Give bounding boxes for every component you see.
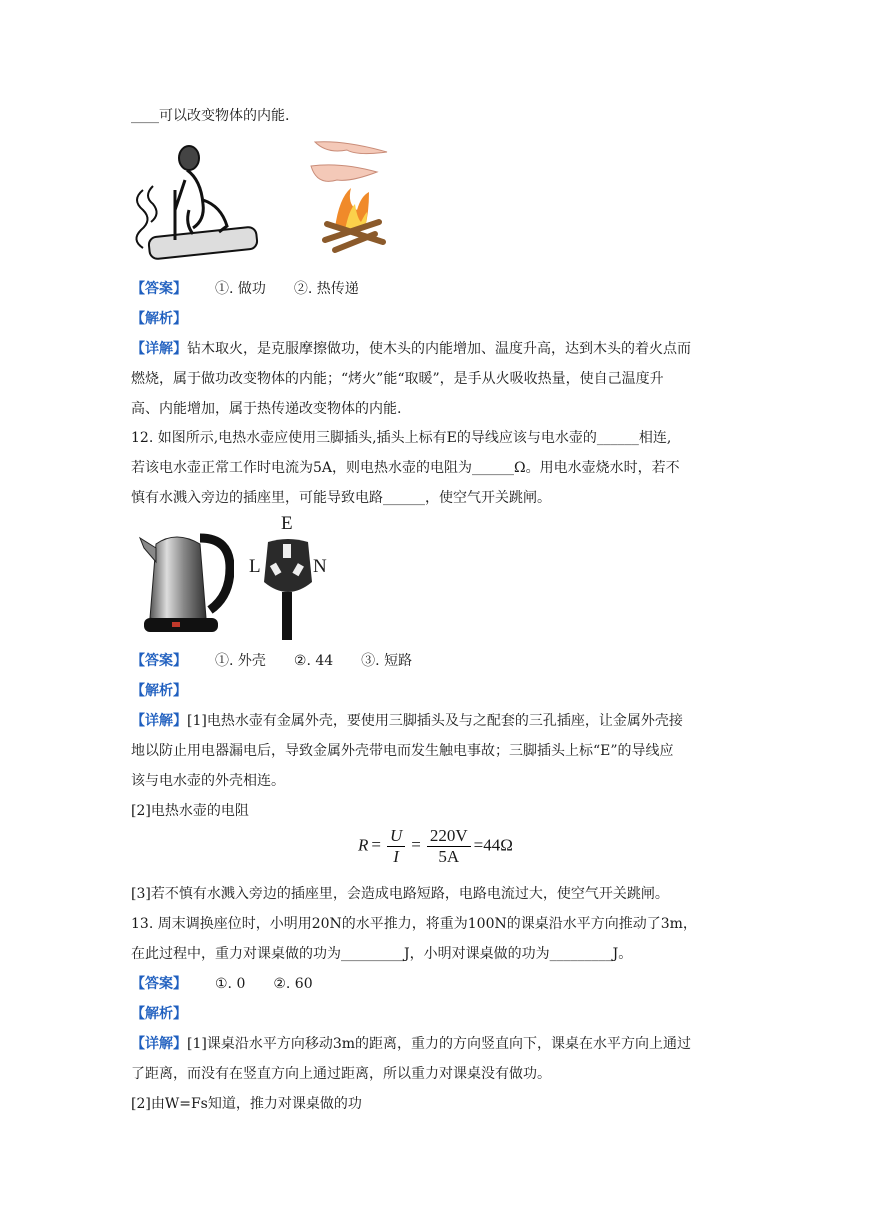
formula-fraction: [387, 826, 405, 867]
formula-fraction: [427, 826, 471, 867]
formula-denominator: I: [393, 847, 399, 866]
q12-analysis: [131, 681, 187, 701]
formula-denominator: 5A: [438, 847, 460, 866]
electric-kettle-figure: [136, 522, 234, 637]
q13-answer: [131, 974, 313, 994]
q12-question-line: 慎有水溅入旁边的插座里，可能导致电路______，使空气开关跳闸。: [131, 490, 551, 506]
detail-label: 【详解】: [131, 1036, 187, 1052]
q11-tail: ____可以改变物体的内能.: [131, 108, 290, 124]
q11-detail-line: 燃烧，属于做功改变物体的内能；“烤火”能“取暖”，是手从火吸收热量，使自己温度升: [131, 371, 664, 387]
drill-wood-fire-figure: [129, 140, 269, 265]
formula-result: =44Ω: [473, 835, 513, 855]
detail-label: 【详解】: [131, 713, 187, 729]
q12-step3: [3]若不慎有水溅入旁边的插座里，会造成电路短路，电路电流过大，使空气开关跳闸。: [131, 886, 669, 902]
answer-item: ②. 热传递: [293, 281, 359, 297]
formula-symbol: R: [358, 835, 369, 855]
q12-step2: [2]电热水壶的电阻: [131, 803, 249, 819]
answer-item: ①. 0: [215, 976, 246, 992]
q12-question-line: 12. 如图所示,电热水壶应使用三脚插头,插头上标有E的导线应该与电水壶的______相连,: [131, 430, 672, 446]
answer-label: 【答案】: [131, 653, 187, 669]
answer-item: ③. 短路: [361, 653, 413, 669]
q11-analysis: [131, 309, 187, 329]
q11-answer: [131, 279, 359, 299]
answer-item: ①. 外壳: [215, 653, 266, 669]
answer-label: 【答案】: [131, 976, 187, 992]
q11-detail-line: 高、内能增加，属于热传递改变物体的内能.: [131, 401, 402, 417]
resistance-formula: [358, 826, 513, 867]
q13-detail-line: [131, 1034, 691, 1054]
formula-numerator: U: [387, 826, 405, 847]
q13-step2: [2]由W=Fs知道，推力对课桌做的功: [131, 1096, 362, 1112]
q12-detail-line: 该与电水壶的外壳相连。: [131, 773, 285, 789]
plug-label-n: N: [313, 556, 327, 577]
plug-label-l: L: [249, 556, 261, 577]
q13-analysis: [131, 1004, 187, 1024]
q12-answer: [131, 651, 412, 671]
q13-detail-line: 了距离，而没有在竖直方向上通过距离，所以重力对课桌没有做功。: [131, 1066, 551, 1082]
analysis-label: 【解析】: [131, 683, 187, 699]
formula-equals: =: [411, 835, 421, 855]
formula-equals: =: [371, 835, 381, 855]
q13-question-line: 在此过程中，重力对课桌做的功为_________J，小明对课桌做的功为_________J。: [131, 946, 633, 962]
answer-item: ②. 60: [273, 976, 313, 992]
analysis-label: 【解析】: [131, 311, 187, 327]
analysis-label: 【解析】: [131, 1006, 187, 1022]
detail-text: [1]电热水壶有金属外壳，要使用三脚插头及与之配套的三孔插座，让金属外壳接: [187, 713, 683, 729]
formula-numerator: 220V: [427, 826, 471, 847]
answer-item: ①. 做功: [215, 281, 266, 297]
detail-text: [1]课桌沿水平方向移动3m的距离，重力的方向竖直向下，课桌在水平方向上通过: [187, 1036, 692, 1052]
q12-detail-line: [131, 711, 683, 731]
answer-label: 【答案】: [131, 281, 187, 297]
detail-label: 【详解】: [131, 341, 187, 357]
q12-detail-line: 地以防止用电器漏电后，导致金属外壳带电而发生触电事故；三脚插头上标“E”的导线应: [131, 743, 674, 759]
answer-item: ②. 44: [293, 653, 334, 669]
plug-label-e: E: [281, 513, 293, 534]
q12-question-line: 若该电水壶正常工作时电流为5A，则电热水壶的电阻为______Ω。用电水壶烧水时，若不: [131, 460, 680, 476]
q13-question-line: 13. 周末调换座位时，小明用20N的水平推力，将重为100N的课桌沿水平方向推动了3m，: [131, 916, 697, 932]
detail-text: 钻木取火，是克服摩擦做功，使木头的内能增加、温度升高，达到木头的着火点而: [187, 341, 691, 357]
q11-detail-line: [131, 339, 691, 359]
warm-hands-fire-figure: [305, 138, 395, 268]
